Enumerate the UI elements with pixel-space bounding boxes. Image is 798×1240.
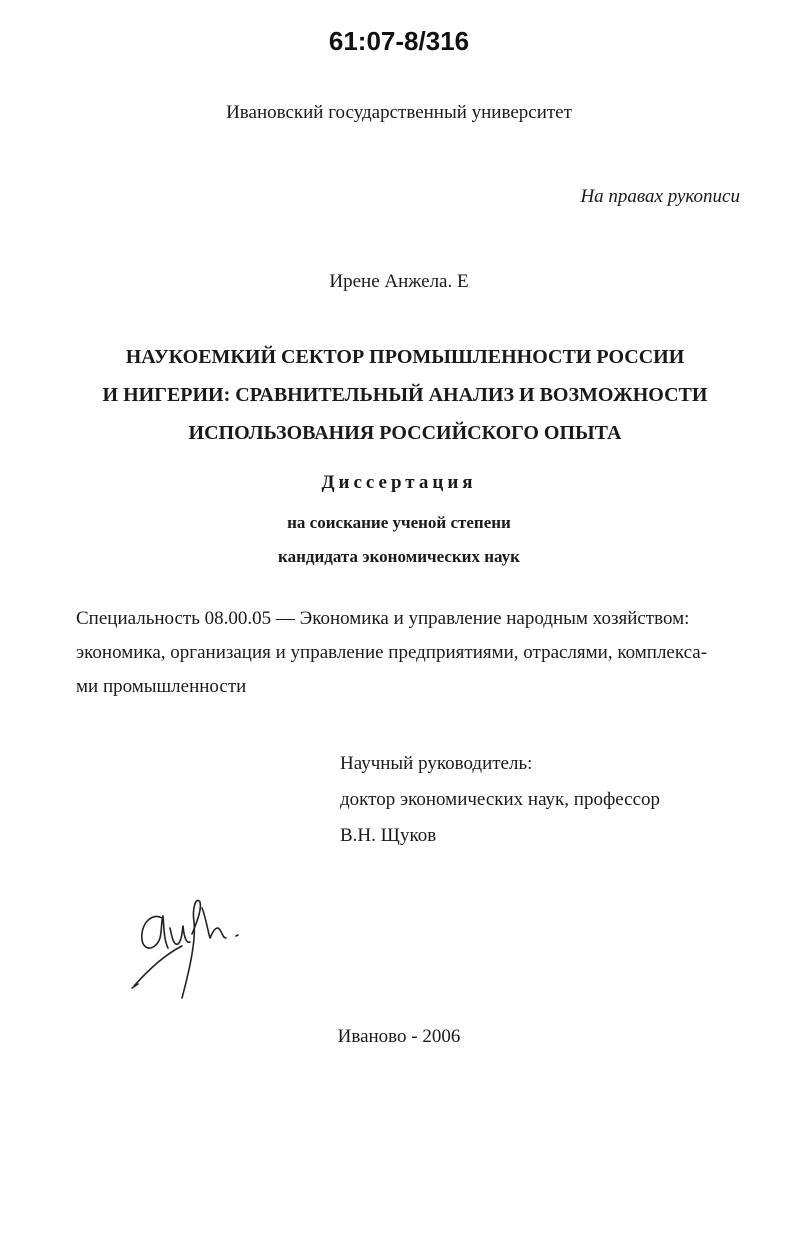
title-line-1: НАУКОЕМКИЙ СЕКТОР ПРОМЫШЛЕННОСТИ РОССИИ: [125, 346, 685, 368]
title-line-3: ИСПОЛЬЗОВАНИЯ РОССИЙСКОГО ОПЫТА: [188, 422, 622, 444]
degree-line-1: на соискание ученой степени: [287, 513, 511, 532]
supervisor-degree: доктор экономических наук, профессор: [340, 789, 661, 810]
specialty-line-3: ми промышленности: [76, 676, 247, 697]
work-type: Диссертация: [321, 472, 477, 493]
author-name: Ирене Анжела. Е: [329, 271, 469, 292]
title-line-2: И НИГЕРИИ: СРАВНИТЕЛЬНЫЙ АНАЛИЗ И ВОЗМОЖНОСТИ: [102, 384, 708, 406]
degree-block: [0, 506, 798, 574]
degree-line-2: кандидата экономических наук: [278, 547, 520, 566]
specialty-line-1: Специальность 08.00.05 — Экономика и управление народным хозяйством:: [76, 608, 690, 629]
university-name: Ивановский государственный университет: [226, 102, 572, 123]
manuscript-note: На правах рукописи: [580, 186, 740, 207]
specialty-block: [76, 602, 736, 704]
supervisor-name: В.Н. Щуков: [340, 825, 437, 846]
supervisor-block: [340, 746, 660, 854]
signature-icon: [130, 888, 260, 1008]
specialty-line-2: экономика, организация и управление предприятиями, отраслями, комплекса-: [76, 642, 708, 663]
archive-stamp: 61:07-8/316: [328, 26, 470, 56]
dissertation-title: [80, 338, 730, 452]
supervisor-label: Научный руководитель:: [340, 753, 533, 774]
handwritten-signature: [130, 888, 260, 1013]
city-year: Иваново - 2006: [337, 1026, 461, 1047]
